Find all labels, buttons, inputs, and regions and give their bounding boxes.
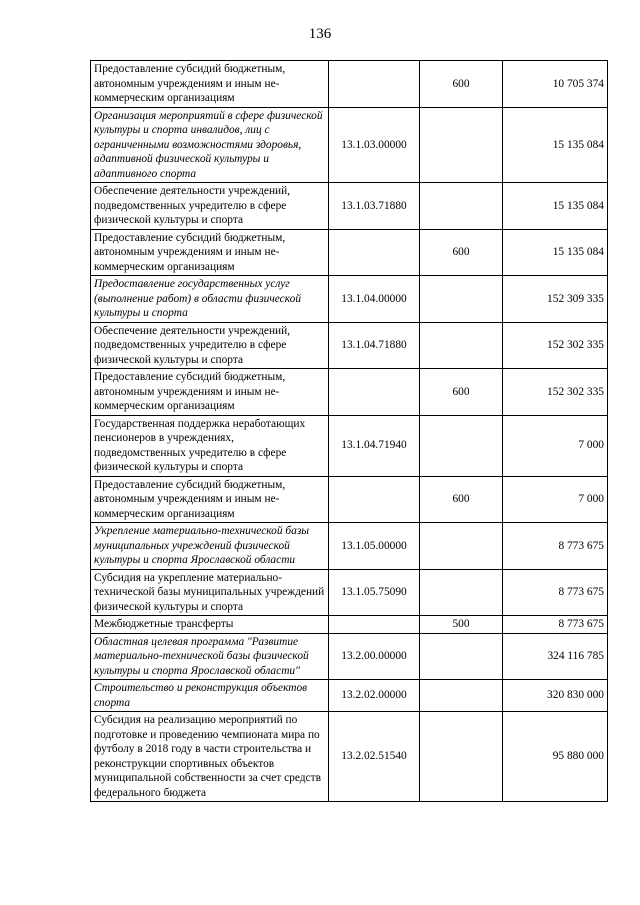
row-code-cell: 13.1.05.75090 [329, 569, 420, 616]
row-name-cell: Государственная поддержка неработающих пенсионеров в учреждениях, подведомственных учредителю в сфере физической культуры и спорта [91, 415, 329, 476]
row-code-cell [329, 229, 420, 276]
row-name-cell: Строительство и реконструкция объектов спорта [91, 680, 329, 712]
row-expense-type-cell [420, 633, 503, 680]
row-sum-cell: 8 773 675 [503, 569, 608, 616]
row-name-cell: Предоставление субсидий бюджетным, автономным учреждениям и иным не-коммерческим организациям [91, 229, 329, 276]
row-sum-cell: 15 135 084 [503, 183, 608, 230]
row-code-cell: 13.1.03.00000 [329, 107, 420, 183]
table-row [91, 616, 608, 634]
row-name-cell: Организация мероприятий в сфере физической культуры и спорта инвалидов, лиц с ограниченными возможностями здоровья, адаптивной физической культуры и адаптивного спорта [91, 107, 329, 183]
row-expense-type-cell [420, 680, 503, 712]
row-sum-cell: 152 302 335 [503, 322, 608, 369]
row-expense-type-cell [420, 322, 503, 369]
row-sum-cell: 324 116 785 [503, 633, 608, 680]
row-sum-cell: 15 135 084 [503, 229, 608, 276]
table-row [91, 476, 608, 523]
table-row [91, 229, 608, 276]
table-row [91, 523, 608, 570]
table-row [91, 183, 608, 230]
row-name-cell: Обеспечение деятельности учреждений, подведомственных учредителю в сфере физической культуры и спорта [91, 322, 329, 369]
row-name-cell: Предоставление субсидий бюджетным, автономным учреждениям и иным не-коммерческим организациям [91, 476, 329, 523]
row-name-cell: Предоставление субсидий бюджетным, автономным учреждениям и иным не-коммерческим организациям [91, 369, 329, 416]
table-row [91, 569, 608, 616]
table-row [91, 276, 608, 323]
row-name-cell: Субсидия на реализацию мероприятий по подготовке и проведению чемпионата мира по футболу в 2018 году в части строительства и реконструкции спортивных объектов муниципальной собственности за счет средств федерального бюджета [91, 712, 329, 802]
row-sum-cell: 8 773 675 [503, 616, 608, 634]
row-code-cell: 13.1.03.71880 [329, 183, 420, 230]
row-code-cell: 13.1.04.71940 [329, 415, 420, 476]
table-row [91, 680, 608, 712]
row-code-cell: 13.2.00.00000 [329, 633, 420, 680]
row-expense-type-cell [420, 523, 503, 570]
row-sum-cell: 8 773 675 [503, 523, 608, 570]
row-expense-type-cell [420, 569, 503, 616]
row-sum-cell: 152 302 335 [503, 369, 608, 416]
row-name-cell: Предоставление государственных услуг (выполнение работ) в области физической культуры и спорта [91, 276, 329, 323]
row-sum-cell: 10 705 374 [503, 61, 608, 108]
row-expense-type-cell [420, 183, 503, 230]
row-sum-cell: 152 309 335 [503, 276, 608, 323]
row-expense-type-cell: 600 [420, 61, 503, 108]
row-name-cell: Субсидия на укрепление материально-технической базы муниципальных учреждений физической культуры и спорта [91, 569, 329, 616]
table-row [91, 107, 608, 183]
row-name-cell: Укрепление материально-технической базы муниципальных учреждений физической культуры и спорта Ярославской области [91, 523, 329, 570]
row-name-cell: Межбюджетные трансферты [91, 616, 329, 634]
row-expense-type-cell: 600 [420, 229, 503, 276]
row-code-cell: 13.1.04.00000 [329, 276, 420, 323]
row-code-cell [329, 369, 420, 416]
row-expense-type-cell [420, 276, 503, 323]
row-expense-type-cell [420, 712, 503, 802]
row-code-cell [329, 616, 420, 634]
row-expense-type-cell [420, 415, 503, 476]
row-code-cell: 13.2.02.51540 [329, 712, 420, 802]
table-row [91, 633, 608, 680]
row-code-cell: 13.1.05.00000 [329, 523, 420, 570]
row-sum-cell: 15 135 084 [503, 107, 608, 183]
budget-table-body [91, 61, 608, 802]
row-sum-cell: 95 880 000 [503, 712, 608, 802]
row-name-cell: Обеспечение деятельности учреждений, подведомственных учредителю в сфере физической культуры и спорта [91, 183, 329, 230]
table-row [91, 369, 608, 416]
table-row [91, 415, 608, 476]
row-sum-cell: 320 830 000 [503, 680, 608, 712]
table-row [91, 712, 608, 802]
row-code-cell: 13.2.02.00000 [329, 680, 420, 712]
row-code-cell [329, 476, 420, 523]
row-expense-type-cell: 600 [420, 476, 503, 523]
row-name-cell: Областная целевая программа "Развитие материально-технической базы физической культуры и спорта Ярославской области" [91, 633, 329, 680]
row-code-cell [329, 61, 420, 108]
row-sum-cell: 7 000 [503, 476, 608, 523]
table-row [91, 61, 608, 108]
table-row [91, 322, 608, 369]
row-expense-type-cell: 500 [420, 616, 503, 634]
row-sum-cell: 7 000 [503, 415, 608, 476]
budget-table [90, 60, 608, 802]
page-number: 136 [308, 26, 332, 42]
row-code-cell: 13.1.04.71880 [329, 322, 420, 369]
row-name-cell: Предоставление субсидий бюджетным, автономным учреждениям и иным не-коммерческим организациям [91, 61, 329, 108]
row-expense-type-cell [420, 107, 503, 183]
row-expense-type-cell: 600 [420, 369, 503, 416]
